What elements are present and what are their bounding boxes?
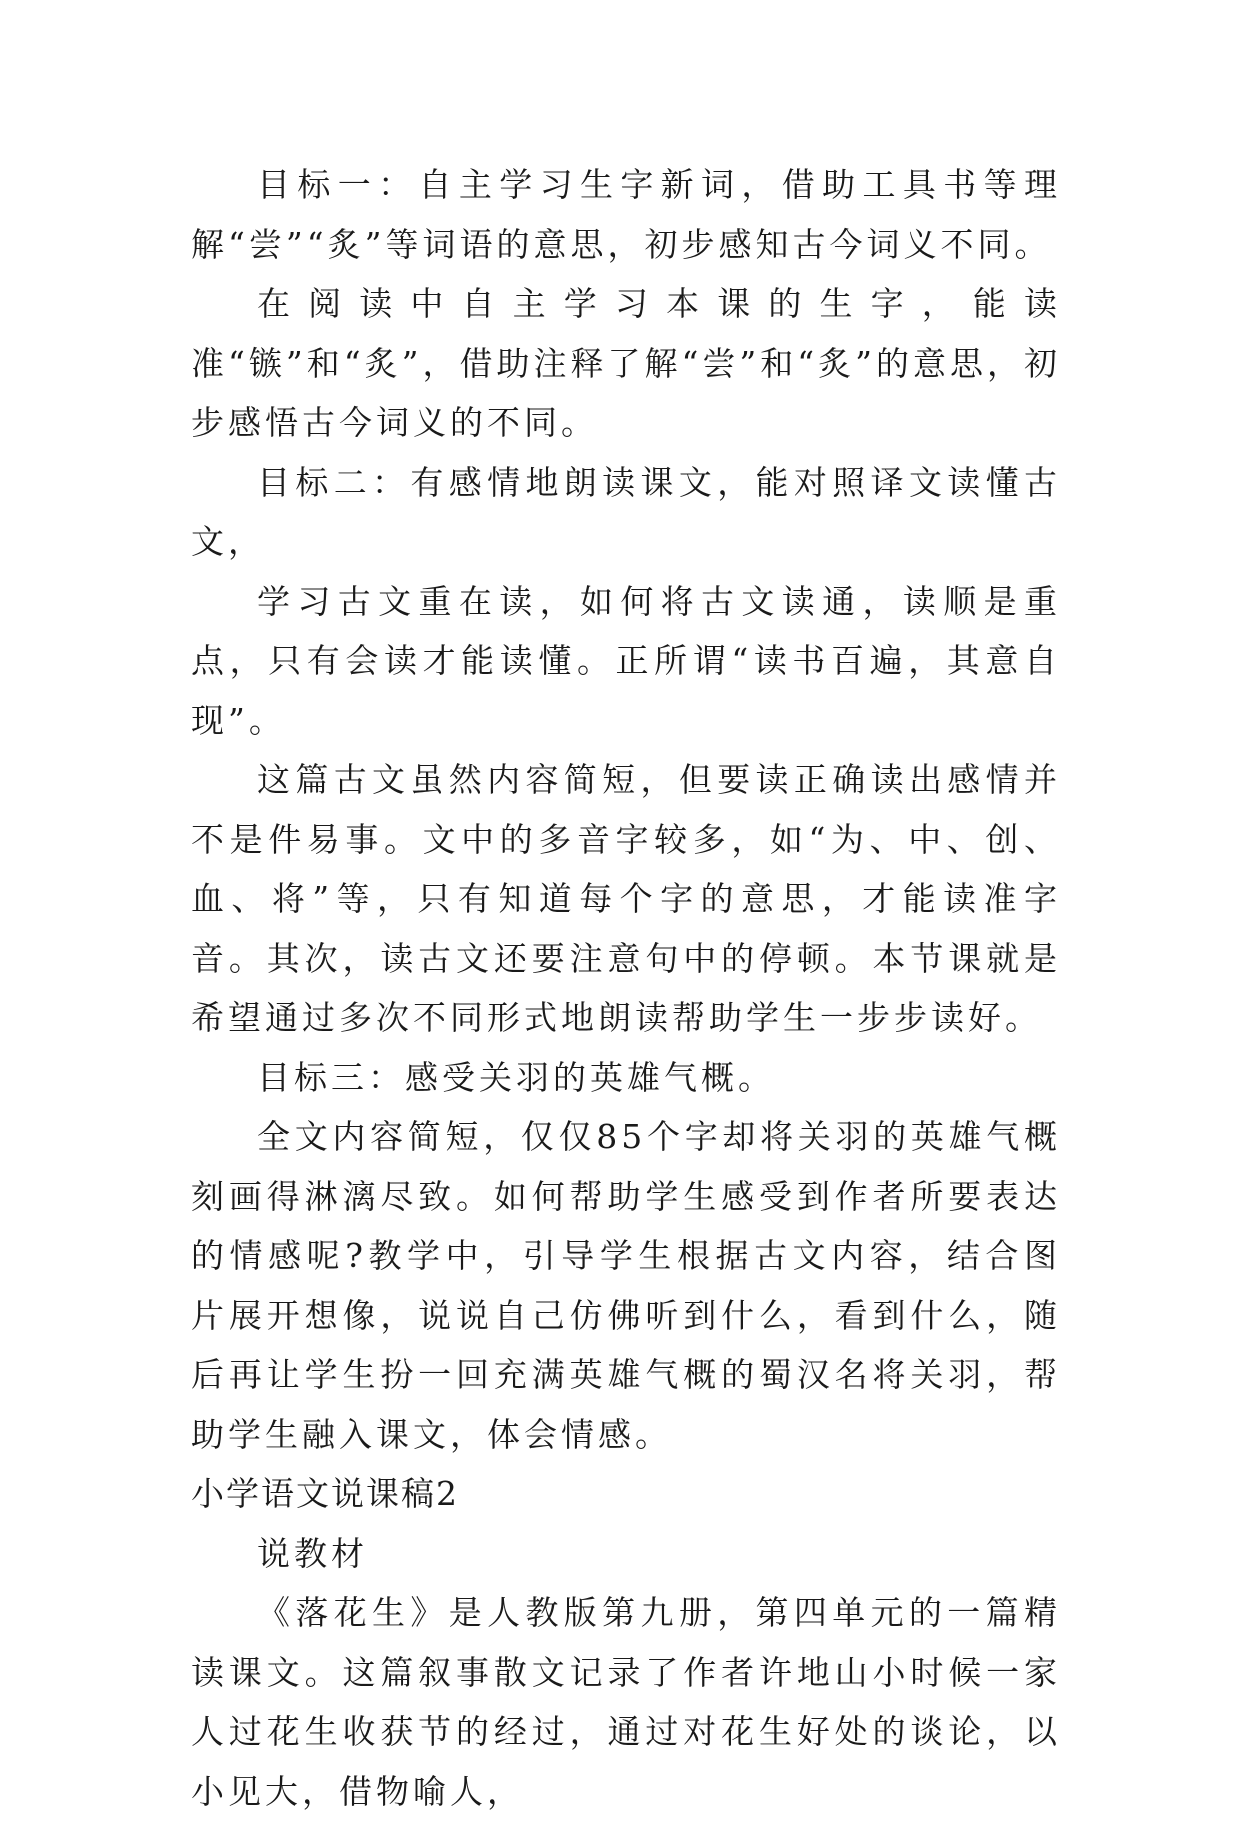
paragraph-goal-three-detail: 全文内容简短，仅仅85个字却将关羽的英雄气概刻画得淋漓尽致。如何帮助学生感受到作者所要表达的情感呢?教学中，引导学生根据古文内容，结合图片展开想像，说说自己仿佛听到什么，看到什么，随后再让学生扮一回充满英雄气概的蜀汉名将关羽，帮助学生融入课文，体会情感。: [191, 1117, 1061, 1454]
paragraph-goal-three: 目标三：感受关羽的英雄气概。: [257, 1057, 775, 1097]
paragraph-reading-detail: 这篇古文虽然内容简短，但要读正确读出感情并不是件易事。文中的多音字较多，如“为、中、创、血、将”等，只有知道每个字的意思，才能读准字音。其次，读古文还要注意句中的停顿。本节课就是希望通过多次不同形式地朗读帮助学生一步步读好。: [191, 760, 1061, 1037]
paragraph-goal-one-detail: 在阅读中自主学习本课的生字，能读准“镞”和“炙”，借助注释了解“尝”和“炙”的意思，初步感悟古今词义的不同。: [191, 284, 1061, 442]
paragraph-goal-two-detail: 学习古文重在读，如何将古文读通，读顺是重点，只有会读才能读懂。正所谓“读书百遍，其意自现”。: [191, 581, 1061, 740]
document-body: [191, 155, 1061, 1821]
paragraph-textbook-detail: 《落花生》是人教版第九册，第四单元的一篇精读课文。这篇叙事散文记录了作者许地山小时候一家人过花生收获节的经过，通过对花生好处的谈论，以小见大，借物喻人，: [191, 1593, 1061, 1811]
section-heading: 小学语文说课稿2: [191, 1474, 459, 1513]
paragraph-textbook-heading: 说教材: [257, 1533, 368, 1573]
paragraph-goal-two: 目标二：有感情地朗读课文，能对照译文读懂古文，: [191, 462, 1061, 561]
paragraph-goal-one: 目标一：自主学习生字新词，借助工具书等理解“尝”“炙”等词语的意思，初步感知古今词义不同。: [191, 165, 1061, 264]
